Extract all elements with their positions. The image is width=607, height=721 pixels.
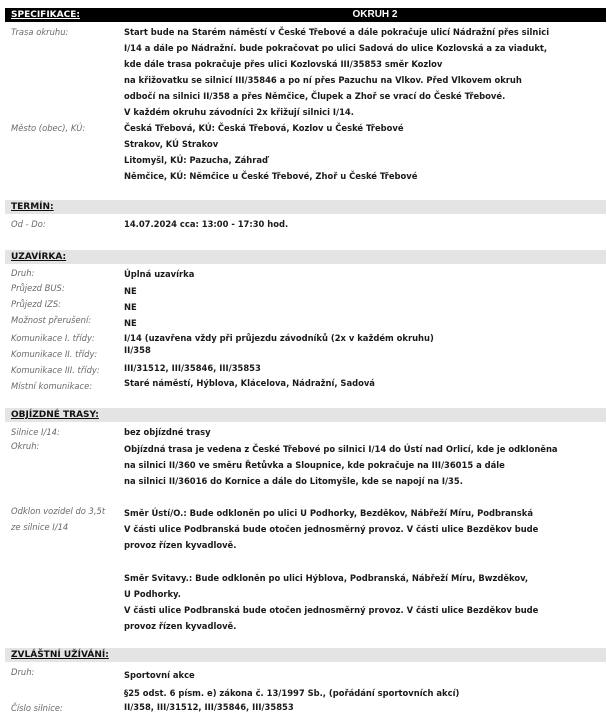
uzavirka-section-header [5, 250, 606, 264]
okruh-title: OKRUH 2 [352, 9, 398, 20]
uzavirka-row-value: I/14 (uzavřena vždy při průjezdu závodníků (2x v každém okruhu) [124, 333, 434, 343]
okruh-label: Okruh: [11, 441, 40, 451]
uzavirka-row-label: Průjezd IZS: [11, 299, 62, 309]
uzavirka-row-value: NE [124, 318, 137, 328]
odklon-svitavy-line: Směr Svitavy.: Bude odkloněn po ulici Hýblova, Podbranská, Nábřeží Míru, Bwzděkov, [124, 573, 529, 583]
trasa-line: V každém okruhu závodníci 2x křižují silnici I/14. [124, 107, 354, 117]
zvlastni-uzivani-section-label: ZVLÁŠTNÍ UŽÍVÁNÍ: [11, 650, 109, 660]
okruh-value [124, 441, 602, 489]
uzavirka-row-value: III/31512, III/35846, III/35853 [124, 363, 261, 373]
odklon-usti-value [124, 505, 602, 553]
od-do-label: Od - Do: [11, 219, 46, 229]
zvlastni-uzivani-section-header [5, 648, 606, 662]
uzavirka-row-value: Staré náměstí, Hýblova, Klácelova, Nádražní, Sadová [124, 378, 375, 388]
trasa-okruhu-value [124, 24, 602, 120]
zvlastni-druh-value: Sportovní akce [124, 670, 195, 680]
uzavirka-row-label: Komunikace II. třídy: [11, 349, 98, 359]
trasa-line: na křižovatku se silnicí III/35846 a po ní přes Pazuchu na Vlkov. Před Vlkovem okruh [124, 75, 522, 85]
odklon-label-line: ze silnice I/14 [11, 522, 69, 532]
termin-section-label: TERMÍN: [11, 202, 54, 212]
cislo-silnice-value: II/358, III/31512, III/35846, III/35853 [124, 702, 294, 712]
cislo-silnice-label: Číslo silnice: [11, 703, 63, 713]
odklon-svitavy-line: provoz řízen kyvadlově. [124, 621, 237, 631]
okruh-line: Objízdná trasa je vedena z České Třebové po silnici I/14 do Ústí nad Orlicí, kde je odkloněna [124, 444, 558, 454]
trasa-line: kde dále trasa pokračuje přes ulici Kozlovská III/35853 směr Kozlov [124, 59, 443, 69]
odklon-usti-line: V části ulice Podbranská bude otočen jednosměrný provoz. V části ulice Bezděkov bude [124, 524, 539, 534]
silnice-i14-label: Silnice I/14: [11, 427, 60, 437]
uzavirka-row-label: Místní komunikace: [11, 381, 93, 391]
uzavirka-row-value: NE [124, 286, 137, 296]
zvlastni-druh-label: Druh: [11, 667, 35, 677]
uzavirka-row-value: NE [124, 302, 137, 312]
mesto-label: Město (obec), KÚ: [11, 123, 86, 133]
uzavirka-row-label: Komunikace III. třídy: [11, 365, 100, 375]
uzavirka-section-label: UZAVÍRKA: [11, 252, 67, 262]
od-do-value: 14.07.2024 cca: 13:00 - 17:30 hod. [124, 219, 289, 229]
uzavirka-row-label: Komunikace I. třídy: [11, 333, 95, 343]
objizdne-trasy-section-header [5, 408, 606, 422]
trasa-line: Start bude na Starém náměstí v České Třebové a dále pokračuje ulicí Nádražní přes silnici [124, 27, 550, 37]
mesto-value [124, 120, 602, 184]
trasa-line: odbočí na silnici II/358 a přes Němčice, Člupek a Zhoř se vrací do České Třebové. [124, 91, 506, 101]
odklon-label [11, 503, 121, 535]
silnice-i14-value: bez objízdné trasy [124, 427, 211, 437]
odklon-svitavy-value [124, 570, 602, 634]
mesto-line: Strakov, KÚ Strakov [124, 139, 219, 149]
trasa-okruhu-label: Trasa okruhu: [11, 27, 69, 37]
mesto-line: Litomyšl, KÚ: Pazucha, Záhraď [124, 155, 269, 165]
uzavirka-row-value: II/358 [124, 345, 151, 355]
paragraf-value: §25 odst. 6 písm. e) zákona č. 13/1997 Sb., (pořádání sportovních akcí) [124, 688, 460, 698]
mesto-line: Česká Třebová, KÚ: Česká Třebová, Kozlov u České Třebové [124, 123, 404, 133]
uzavirka-row-label: Možnost přerušení: [11, 315, 92, 325]
odklon-svitavy-line: V části ulice Podbranská bude otočen jednosměrný provoz. V části ulice Bezděkov bude [124, 605, 539, 615]
okruh-line: na silnici II/360 ve směru Řetůvka a Sloupnice, kde pokračuje na III/36015 a dále [124, 460, 505, 470]
specifikace-section-label: SPECIFIKACE: [11, 10, 80, 20]
objizdne-trasy-section-label: OBJÍZDNÉ TRASY: [11, 410, 99, 420]
specifikace-header-bar [5, 8, 606, 22]
odklon-svitavy-line: U Podhorky. [124, 589, 181, 599]
uzavirka-row-label: Průjezd BUS: [11, 283, 65, 293]
mesto-line: Němčice, KÚ: Němčice u České Třebové, Zhoř u České Třebové [124, 171, 418, 181]
uzavirka-row-label: Druh: [11, 268, 35, 278]
termin-section-header [5, 200, 606, 214]
odklon-label-line: Odklon vozidel do 3,5t [11, 506, 106, 516]
okruh-line: na silnici II/36016 do Kornice a dále do Litomyšle, kde se napojí na I/35. [124, 476, 463, 486]
odklon-usti-line: Směr Ústí/O.: Bude odkloněn po ulici U Podhorky, Bezděkov, Nábřeží Míru, Podbranská [124, 508, 533, 518]
trasa-line: I/14 a dále po Nádražní. bude pokračovat po ulici Sadová do ulice Kozlovská a za viadukt, [124, 43, 548, 53]
uzavirka-row-value: Úplná uzavírka [124, 269, 195, 279]
odklon-usti-line: provoz řízen kyvadlově. [124, 540, 237, 550]
